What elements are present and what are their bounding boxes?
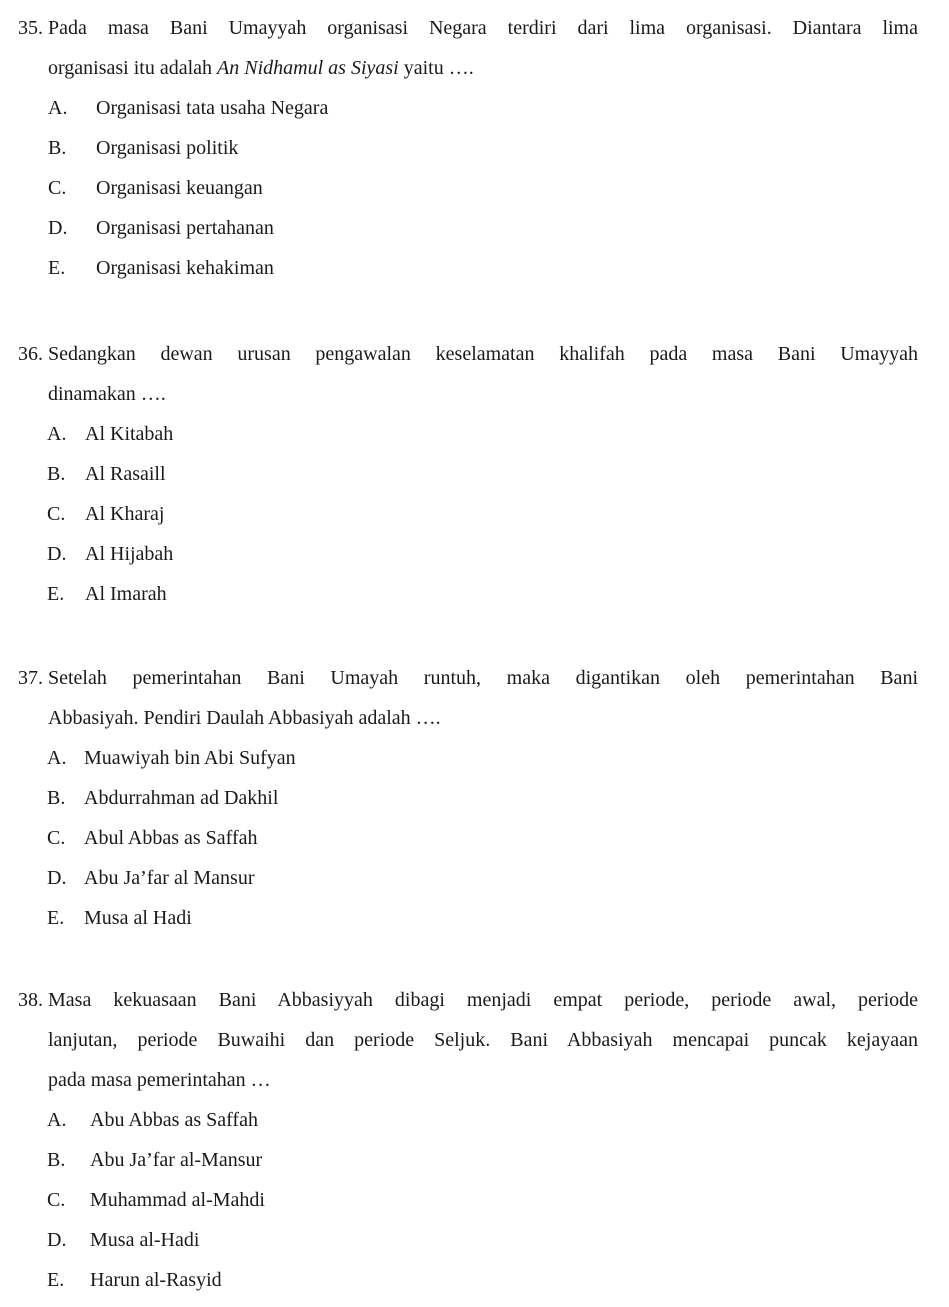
italic-term: An Nidhamul as Siyasi [217,57,399,79]
question-line: pada masa pemerintahan … [48,1069,271,1091]
question-line: Abbasiyah. Pendiri Daulah Abbasiyah adalah …. [48,707,441,729]
option-text: Abu Ja’far al Mansur [84,867,255,889]
option-letter: C. [47,1189,66,1211]
option-text: Al Kitabah [85,423,174,445]
question-number: 37. [18,667,43,689]
question-stem [18,8,918,88]
question-line: Masa kekuasaan Bani Abbasiyyah dibagi menjadi empat periode, periode awal, periode [48,989,918,1011]
option-letter: E. [47,907,65,929]
answer-option-c[interactable] [47,1180,918,1220]
question-number: 35. [18,17,43,39]
option-letter: A. [47,423,67,445]
answer-options [47,738,918,938]
option-letter: B. [47,463,66,485]
option-letter: A. [47,1109,67,1131]
question-line: Pada masa Bani Umayyah organisasi Negara terdiri dari lima organisasi. Diantara lima [48,17,918,39]
answer-option-b[interactable] [47,454,918,494]
answer-option-e[interactable] [47,574,918,614]
option-letter: A. [47,747,67,769]
question-stem [18,980,918,1100]
option-text: Abul Abbas as Saffah [84,827,258,849]
option-text: Organisasi politik [96,137,239,159]
answer-option-b[interactable] [47,1140,918,1180]
question-line: lanjutan, periode Buwaihi dan periode Seljuk. Bani Abbasiyah mencapai puncak kejayaan [48,1029,918,1051]
answer-option-d[interactable] [47,858,918,898]
question-38 [18,980,918,1300]
option-letter: C. [47,827,66,849]
question-line [48,48,918,88]
option-letter: E. [48,257,66,279]
question-line: Sedangkan dewan urusan pengawalan keselamatan khalifah pada masa Bani Umayyah [48,343,918,365]
question-text [48,8,918,88]
answer-options [48,88,918,288]
option-letter: D. [48,217,68,239]
option-letter: D. [47,1229,67,1251]
question-stem [18,658,918,738]
option-letter: C. [48,177,67,199]
question-stem [18,334,918,414]
answer-options [47,414,918,614]
option-text: Muawiyah bin Abi Sufyan [84,747,296,769]
option-text: Musa al Hadi [84,907,192,929]
question-line: dinamakan …. [48,383,166,405]
answer-option-a[interactable] [47,738,918,778]
question-37 [18,658,918,938]
option-letter: A. [48,97,68,119]
answer-option-e[interactable] [47,1260,918,1300]
answer-option-a[interactable] [48,88,918,128]
option-text: Abu Abbas as Saffah [90,1109,258,1131]
option-letter: D. [47,867,67,889]
option-text: Organisasi pertahanan [96,217,274,239]
answer-option-d[interactable] [48,208,918,248]
answer-option-d[interactable] [47,534,918,574]
answer-option-e[interactable] [48,248,918,288]
option-text: Al Hijabah [85,543,174,565]
option-text: Al Imarah [85,583,167,605]
question-36 [18,334,918,614]
question-text [48,980,918,1100]
option-text: Musa al-Hadi [90,1229,200,1251]
option-letter: E. [47,1269,65,1291]
option-letter: B. [47,787,66,809]
option-text: Organisasi kehakiman [96,257,274,279]
question-text-segment: yaitu …. [403,57,474,79]
option-text: Organisasi tata usaha Negara [96,97,329,119]
option-letter: E. [47,583,65,605]
option-text: Al Kharaj [85,503,165,525]
option-letter: B. [48,137,67,159]
option-text: Abu Ja’far al-Mansur [90,1149,263,1171]
answer-options [47,1100,918,1300]
question-35 [18,8,918,288]
question-number: 38. [18,989,43,1011]
option-text: Al Rasaill [85,463,166,485]
option-text: Abdurrahman ad Dakhil [84,787,279,809]
question-text-segment: organisasi itu adalah [48,57,213,79]
answer-option-d[interactable] [47,1220,918,1260]
answer-option-a[interactable] [47,1100,918,1140]
answer-option-c[interactable] [47,818,918,858]
option-letter: B. [47,1149,66,1171]
answer-option-c[interactable] [48,168,918,208]
answer-option-e[interactable] [47,898,918,938]
question-number: 36. [18,343,43,365]
option-letter: D. [47,543,67,565]
option-text: Muhammad al-Mahdi [90,1189,265,1211]
option-letter: C. [47,503,66,525]
answer-option-b[interactable] [47,778,918,818]
answer-option-c[interactable] [47,494,918,534]
option-text: Organisasi keuangan [96,177,263,199]
question-line: Setelah pemerintahan Bani Umayah runtuh, maka digantikan oleh pemerintahan Bani [48,667,918,689]
option-text: Harun al-Rasyid [90,1269,222,1291]
answer-option-a[interactable] [47,414,918,454]
question-text [48,334,918,414]
question-text [48,658,918,738]
answer-option-b[interactable] [48,128,918,168]
